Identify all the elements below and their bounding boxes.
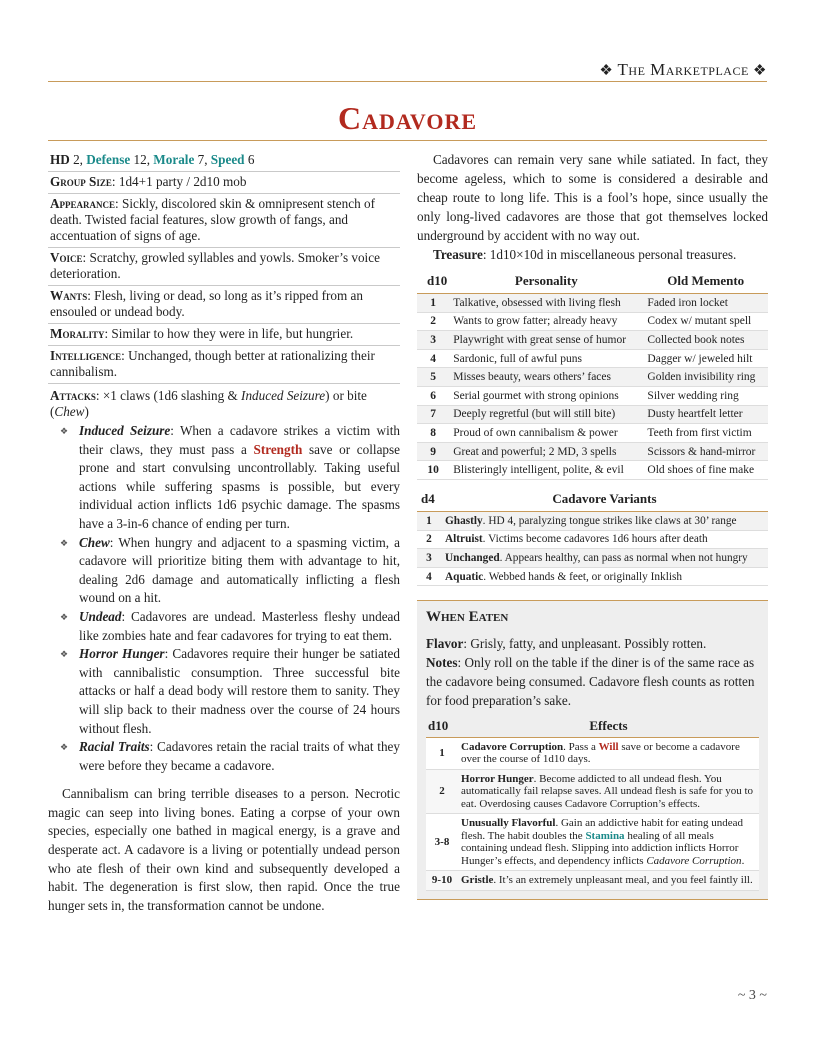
notes-label: Notes <box>426 655 458 671</box>
treasure-label: Treasure <box>433 247 483 262</box>
table-row <box>426 871 759 891</box>
header-text: The Marketplace <box>617 60 749 79</box>
treasure-line <box>417 245 768 264</box>
attacks-field <box>48 384 400 420</box>
table-row <box>417 442 768 461</box>
table-row <box>417 549 768 568</box>
field-label: Morality <box>50 326 105 341</box>
personality-cell: Wants to grow fatter; already heavy <box>449 312 643 331</box>
treasure-text: : 1d10×10d in miscellaneous personal treasures. <box>482 247 737 262</box>
table-row <box>417 294 768 313</box>
variant-cell <box>441 549 768 568</box>
feature-list <box>48 422 400 775</box>
table-row <box>417 530 768 549</box>
flavor-line <box>426 634 759 653</box>
field-label: Group Size <box>50 174 112 189</box>
field-label: Appearance <box>50 196 116 211</box>
flavor-text: : Grisly, fatty, and unpleasant. Possibly rotten. <box>463 636 707 652</box>
notes-line <box>426 653 759 710</box>
appearance-field <box>48 194 400 248</box>
row-number: 2 <box>417 312 449 331</box>
speed-value: 6 <box>244 152 255 167</box>
when-eaten-title: When Eaten <box>426 609 509 626</box>
effect-cell <box>458 769 759 814</box>
satiation-paragraph: Cadavores can remain very sane while satiated. In fact, they become ageless, which to some is considered a desirable and cheap route to long life. This is a fool’s hope, since usually the only long-lived cadavores are those that got themselves locked underground by accident with no way out. <box>417 152 768 243</box>
variant-cell <box>441 511 768 530</box>
variant-name: Altruist <box>445 533 483 546</box>
header-ornament-left: ❖ <box>599 63 618 79</box>
personality-cell: Blisteringly intelligent, polite, & evil <box>449 461 643 480</box>
memento-cell: Collected book notes <box>643 331 768 350</box>
table-header: Old Memento <box>643 270 768 294</box>
row-number: 3 <box>417 331 449 350</box>
feature-text: save or collapse prone and start convulsing uncontrollably. Taking useful actions while suffering spasms is possible, but every individual action inflicts 1d6 psychic damage. The spasms have a 3-in-6 chance of ending per turn. <box>79 441 401 531</box>
effect-ref: Cadavore Corruption <box>646 854 742 867</box>
personality-cell: Serial gourmet with strong opinions <box>449 386 643 405</box>
intelligence-field <box>48 346 400 384</box>
field-text: : Flesh, living or dead, so long as it’s ripped from an ensouled or undead body. <box>50 288 364 319</box>
row-number: 5 <box>417 368 449 387</box>
variant-text: . Victims become cadavores 1d6 hours after death <box>482 533 708 546</box>
diamond-bullet-icon: ❖ <box>60 742 69 753</box>
diamond-bullet-icon: ❖ <box>60 426 69 436</box>
feature-name: Chew <box>79 534 110 550</box>
diamond-bullet-icon: ❖ <box>60 611 69 622</box>
table-row <box>417 368 768 387</box>
row-number: 6 <box>417 386 449 405</box>
effect-text: . <box>741 854 745 867</box>
variant-cell <box>441 567 768 586</box>
hd-value: 2, <box>69 152 87 167</box>
table-row <box>417 331 768 350</box>
attacks-label: Attacks <box>50 388 96 403</box>
diamond-bullet-icon: ❖ <box>60 649 69 660</box>
memento-cell: Silver wedding ring <box>643 386 768 405</box>
personality-cell: Misses beauty, wears others’ faces <box>449 368 643 387</box>
personality-cell: Playwright with great sense of humor <box>449 331 643 350</box>
effect-cell <box>458 871 759 891</box>
title-divider <box>48 140 767 141</box>
effect-cell <box>458 814 759 871</box>
memento-cell: Golden invisibility ring <box>643 368 768 387</box>
feature-name: Induced Seizure <box>79 423 171 438</box>
feature-text: : Cadavores retain the racial traits of what they were before they became a cadavore. <box>79 739 400 773</box>
table-row <box>426 737 759 769</box>
table-header: d10 <box>417 270 449 294</box>
variant-text: . HD 4, paralyzing tongue strikes like claws at 30’ range <box>482 514 737 527</box>
table-row <box>426 769 759 814</box>
feature-horror-hunger <box>48 645 400 738</box>
table-row <box>426 814 759 871</box>
table-row <box>417 405 768 424</box>
variant-name: Aquatic <box>445 570 484 583</box>
page-title: Cadavore <box>337 100 478 136</box>
group-size-field <box>48 172 400 194</box>
effect-text: . Become addicted to all undead flesh. You automatically fail relapse saves. All undead flesh is safe for you to eat. Overdosing causes Cadavore Corruption’s effects. <box>461 772 754 810</box>
morale-value: 7, <box>194 152 211 167</box>
table-header: Personality <box>449 270 643 294</box>
table-header: Cadavore Variants <box>441 488 768 512</box>
effect-text: . Gain an addictive habit for eating undead flesh. The habit doubles the <box>461 817 743 842</box>
diamond-bullet-icon: ❖ <box>60 537 69 548</box>
memento-cell: Codex w/ mutant spell <box>643 312 768 331</box>
personality-cell: Deeply regretful (but will still bite) <box>449 405 643 424</box>
field-text: : Sickly, discolored skin & omnipresent stench of death. Twisted facial features, slow growth of fangs, and accentuation of signs of age. <box>50 196 375 243</box>
defense-label: Defense <box>86 152 131 167</box>
attacks-text: ) <box>84 404 89 419</box>
feature-racial-traits <box>48 738 400 775</box>
variant-name: Ghastly <box>445 514 483 527</box>
personality-table-body <box>417 294 768 480</box>
variants-table-body <box>417 511 768 585</box>
table-row <box>417 349 768 368</box>
attacks-text: : ×1 claws (1d6 slashing & <box>95 388 242 403</box>
memento-cell: Old shoes of fine make <box>643 461 768 480</box>
effect-cell <box>458 737 759 769</box>
table-row <box>417 461 768 480</box>
field-text: : Unchanged, though better at rationalizing their cannibalism. <box>50 348 375 379</box>
row-number: 4 <box>417 567 441 586</box>
feature-text: : Cadavores require their hunger be satiated with cannibalistic consumption. Three successful bite attacks or half a dead body will restore them to sanity. They will slip back to their madness over the course of 24 hours without flesh. <box>79 646 400 736</box>
row-number: 1 <box>417 294 449 313</box>
effects-table-body <box>426 737 759 890</box>
table-row <box>417 312 768 331</box>
table-row <box>417 567 768 586</box>
field-text: : Scratchy, growled syllables and yowls. Smoker’s voice deterioration. <box>50 250 380 281</box>
effect-text: . Pass a <box>563 740 599 753</box>
field-text: : Similar to how they were in life, but hungrier. <box>104 326 354 341</box>
field-label: Voice <box>50 250 83 265</box>
table-row <box>417 424 768 443</box>
effect-name: Unusually Flavorful <box>461 817 556 830</box>
row-number: 3-8 <box>426 814 458 871</box>
feature-text: : Cadavores are undead. Masterless fleshy undead like zombies hate and fear cadavores for trying to eat them. <box>79 608 400 643</box>
running-header <box>48 60 767 82</box>
morality-field <box>48 324 400 346</box>
when-eaten-box <box>417 600 768 900</box>
field-label: Intelligence <box>50 348 122 363</box>
feature-text: : When hungry and adjacent to a spasming victim, a cadavore will prioritize biting them with advantage to hit, dealing 2d6 damage and automatically inflicting a flesh wound on a hit. <box>79 534 400 606</box>
row-number: 2 <box>426 769 458 814</box>
stat-highlight: Strength <box>253 441 303 457</box>
right-column <box>417 150 768 900</box>
table-row <box>417 511 768 530</box>
flavor-label: Flavor <box>426 636 464 652</box>
stat-highlight: Will <box>598 740 619 753</box>
personality-cell: Sardonic, full of awful puns <box>449 349 643 368</box>
attacks-text: ) or bite ( <box>50 388 367 419</box>
feature-undead <box>48 608 400 645</box>
attacks-ref: Chew <box>54 404 85 419</box>
row-number: 4 <box>417 349 449 368</box>
personality-cell: Great and powerful; 2 MD, 3 spells <box>449 442 643 461</box>
row-number: 3 <box>417 549 441 568</box>
variant-cell <box>441 530 768 549</box>
lore-paragraph: Cannibalism can bring terrible diseases to a person. Necrotic magic can seep into living bones. Eating a corpse of your own species, especially one bathed in magical energy, is a grave and desperate act. A cadavore is a living or potentially undead person who ate flesh of their own kind and subsequently developed a habit. The degeneration is first slow, then rapid. Once the true hunger sets in, the transformation cannot be undone. <box>48 786 400 913</box>
row-number: 9-10 <box>426 871 458 891</box>
row-number: 2 <box>417 530 441 549</box>
feature-name: Horror Hunger <box>79 646 165 662</box>
variant-text: . Webbed hands & feet, or originally Inklish <box>483 570 683 583</box>
effect-name: Horror Hunger <box>461 772 534 785</box>
defense-value: 12, <box>130 152 154 167</box>
effect-name: Cadavore Corruption <box>461 740 564 753</box>
row-number: 10 <box>417 461 449 480</box>
page-number: ~ 3 ~ <box>737 988 767 1003</box>
table-row <box>417 386 768 405</box>
feature-induced-seizure <box>48 422 400 534</box>
row-number: 1 <box>417 511 441 530</box>
row-number: 9 <box>417 442 449 461</box>
row-number: 7 <box>417 405 449 424</box>
effect-name: Gristle <box>461 874 494 887</box>
effects-table <box>426 718 759 891</box>
feature-name: Racial Traits <box>79 739 150 755</box>
wants-field <box>48 286 400 324</box>
field-label: Wants <box>50 288 88 303</box>
morale-label: Morale <box>153 152 195 167</box>
memento-cell: Teeth from first victim <box>643 424 768 443</box>
row-number: 8 <box>417 424 449 443</box>
attacks-ref: Induced Seizure <box>241 388 326 403</box>
speed-label: Speed <box>210 152 245 167</box>
hd-label: HD <box>50 152 70 167</box>
left-column <box>48 150 400 915</box>
table-header: d10 <box>426 718 458 737</box>
personality-cell: Proud of own cannibalism & power <box>449 424 643 443</box>
feature-chew <box>48 534 400 608</box>
voice-field <box>48 248 400 286</box>
variants-table <box>417 488 768 586</box>
feature-text: : When a cadavore strikes a victim with their claws, they must pass a <box>79 423 401 457</box>
variant-name: Unchanged <box>445 551 500 564</box>
stat-highlight: Stamina <box>585 829 625 842</box>
row-number: 1 <box>426 737 458 769</box>
memento-cell: Faded iron locket <box>643 294 768 313</box>
effect-text: save or become a cadavore over the course of 1d10 days. <box>461 740 740 766</box>
header-ornament-right: ❖ <box>748 63 767 79</box>
table-header: d4 <box>417 488 441 512</box>
personality-table <box>417 270 768 480</box>
notes-text: : Only roll on the table if the diner is of the same race as the cadavore being consumed. Cadavore flesh counts as rotten for food preparation’s sake. <box>426 655 755 709</box>
memento-cell: Dusty heartfelt letter <box>643 405 768 424</box>
stat-block <box>48 150 400 172</box>
effect-text: healing of all meals containing undead flesh. Slipping into addiction inflicts Horror Hunger’s effects, and dependency inflicts <box>461 829 739 867</box>
memento-cell: Dagger w/ jeweled hilt <box>643 349 768 368</box>
memento-cell: Scissors & hand-mirror <box>643 442 768 461</box>
personality-cell: Talkative, obsessed with living flesh <box>449 294 643 313</box>
feature-name: Undead <box>79 608 122 624</box>
variant-text: . Appears healthy, can pass as normal when not hungry <box>499 551 748 564</box>
effect-text: . It’s an extremely unpleasant meal, and you feel faintly ill. <box>493 874 753 887</box>
field-text: : 1d4+1 party / 2d10 mob <box>111 174 247 189</box>
table-header: Effects <box>458 718 759 737</box>
